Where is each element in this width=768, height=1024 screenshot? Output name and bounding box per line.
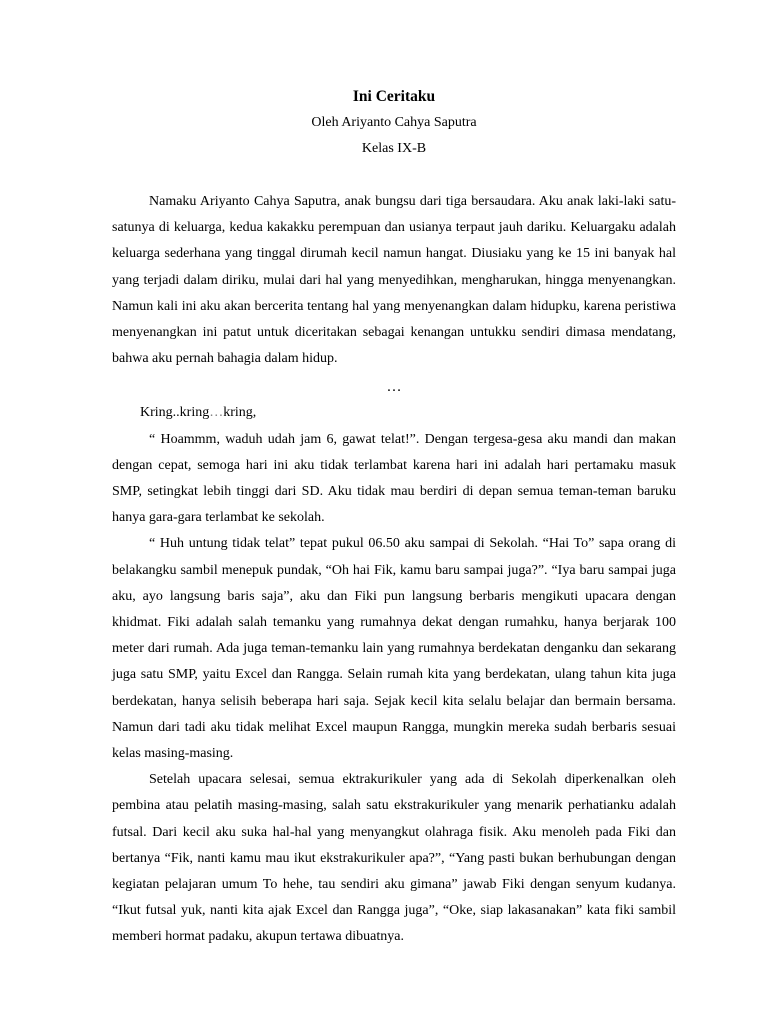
alarm-ellipsis: …: [209, 405, 224, 421]
alarm-text-start: Kring..kring: [140, 405, 210, 421]
author-line: Oleh Ariyanto Cahya Saputra: [311, 115, 477, 130]
class-line: Kelas IX-B: [361, 141, 427, 156]
paragraph-extracurricular: Setelah upacara selesai, semua ektrakurikuler yang ada di Sekolah diperkenalkan oleh pembina atau pelatih masing-masing, salah satu ekstrakurikuler yang menarik perhatianku adalah futsal. Dari kecil aku suka hal-hal yang menyangkut olahraga fisik. Aku menoleh pada Fiki dan bertanya “Fik, nanti kamu mau ikut ekstrakurikuler apa?”, “Yang pasti bukan berhubungan dengan kegiatan pelajaran umum To hehe, tau sendiri aku gimana” jawab Fiki dengan senyum kudanya. “Ikut futsal yuk, nanti kita ajak Excel dan Rangga juga”, “Oke, siap lakasanakan” kata fiki sambil memberi hormat padaku, akupun tertawa dibuatnya.: [112, 772, 676, 945]
alarm-text-end: kring,: [223, 405, 257, 421]
spacer: [112, 162, 676, 189]
section-separator: …: [386, 379, 402, 396]
alarm-line: [112, 400, 676, 426]
document-page: [112, 84, 676, 951]
document-title: Ini Ceritaku: [352, 88, 436, 105]
paragraph-intro: Namaku Ariyanto Cahya Saputra, anak bungsu dari tiga bersaudara. Aku anak laki-laki satu-satunya di keluarga, kedua kakakku perempuan dan usianya terpaut jauh dariku. Keluargaku adalah keluarga sederhana yang tinggal dirumah kecil namun hangat. Diusiaku yang ke 15 ini banyak hal yang terjadi dalam diriku, mulai dari hal yang menyedihkan, mengharukan, hingga menyenangkan. Namun kali ini aku akan bercerita tentang hal yang menyenangkan dalam hidupku, karena peristiwa menyenangkan ini patut untuk diceritakan sebagai kenangan untukku sendiri dimasa mendatang, bahwa aku pernah bahagia dalam hidup.: [112, 194, 676, 367]
paragraph-school-arrival: “ Huh untung tidak telat” tepat pukul 06.50 aku sampai di Sekolah. “Hai To” sapa orang di belakangku sambil menepuk pundak, “Oh hai Fik, kamu baru sampai juga?”. “Iya baru sampai juga aku, ayo langsung baris saja”, aku dan Fiki pun langsung berbaris mengikuti upacara dengan khidmat. Fiki adalah salah temanku yang rumahnya dekat dengan rumahku, hanya berjarak 100 meter dari rumah. Ada juga teman-temanku lain yang rumahnya berdekatan denganku dan sekarang juga satu SMP, yaitu Excel dan Rangga. Selain rumah kita yang berdekatan, ulang tahun kita juga berdekatan, hanya selisih beberapa hari saja. Sejak kecil kita selalu belajar dan bermain bersama. Namun dari tadi aku tidak melihat Excel maupun Rangga, mungkin mereka sudah berbaris sesuai kelas masing-masing.: [112, 536, 676, 762]
paragraph-wake-up: “ Hoammm, waduh udah jam 6, gawat telat!”. Dengan tergesa-gesa aku mandi dan makan dengan cepat, semoga hari ini aku tidak terlambat karena hari ini adalah hari pertamaku masuk SMP, setingkat lebih tinggi dari SD. Aku tidak mau berdiri di depan semua teman-teman baruku hanya gara-gara terlambat ke sekolah.: [112, 431, 676, 526]
